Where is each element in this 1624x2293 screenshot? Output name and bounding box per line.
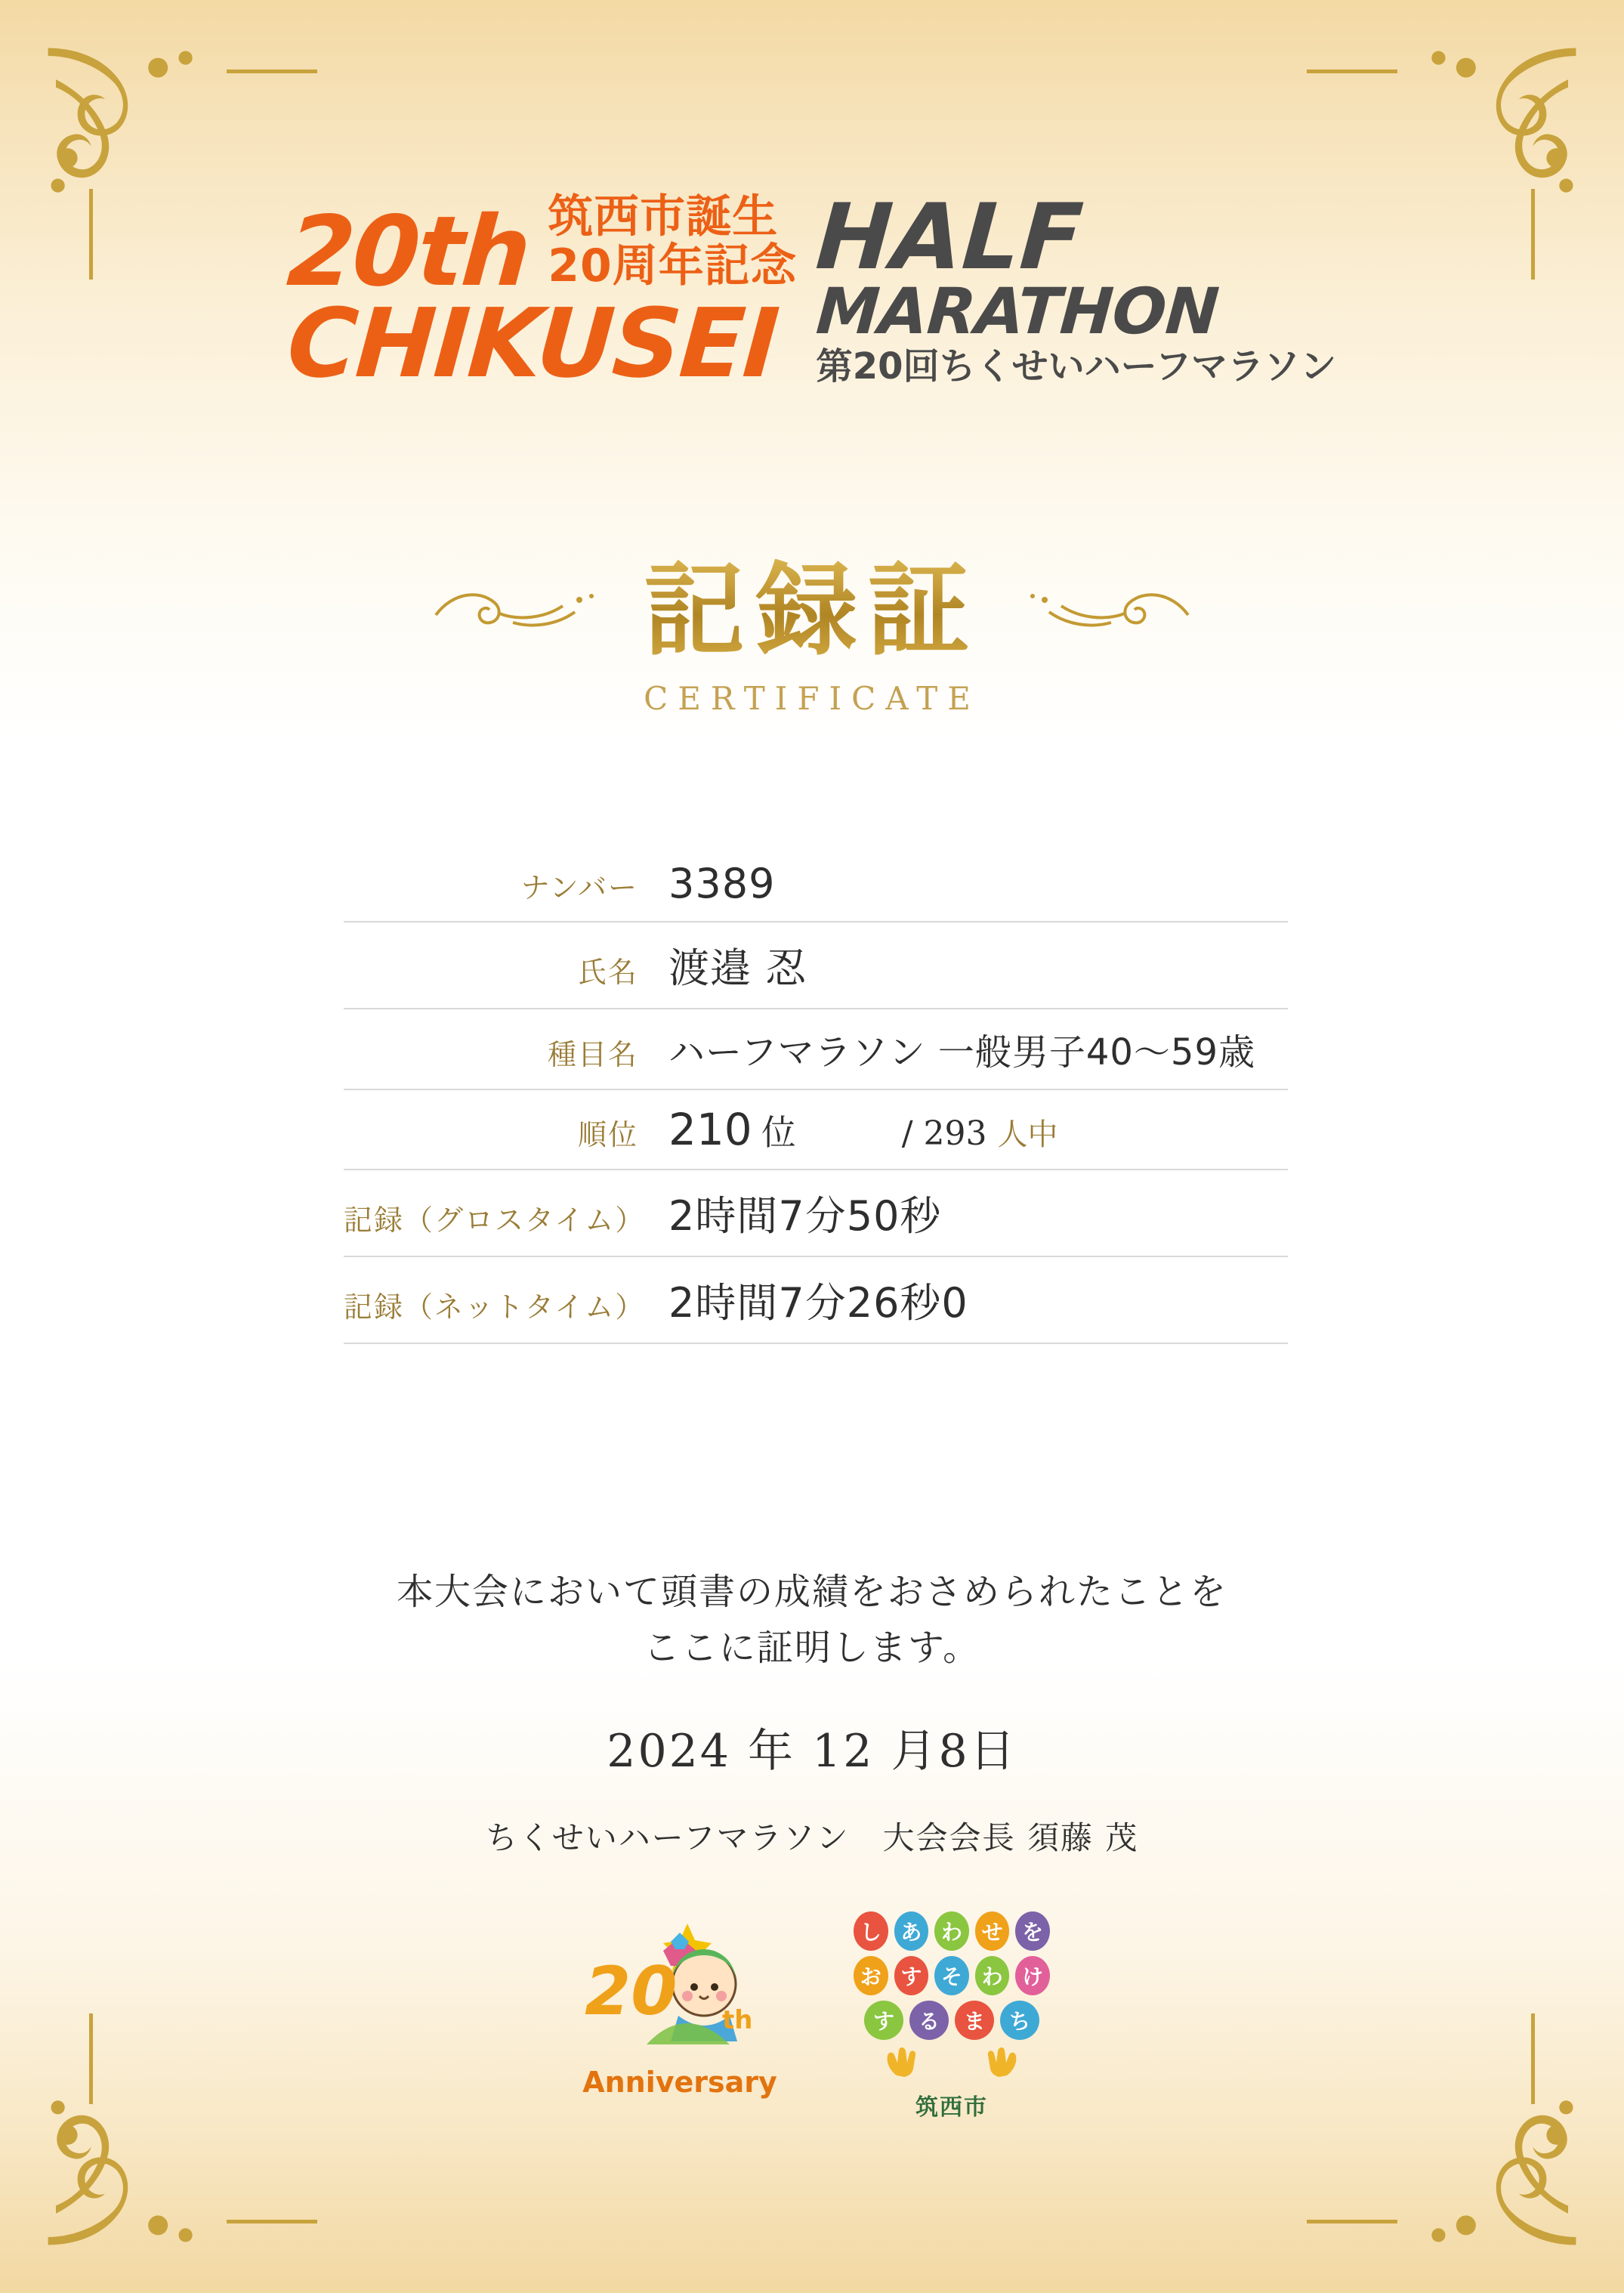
hands-icon bbox=[854, 2045, 1050, 2081]
city-chip: わ bbox=[934, 1911, 969, 1951]
rank-position: 210 bbox=[668, 1104, 752, 1155]
city-logo bbox=[854, 1911, 1050, 2121]
rank-total: / 293 bbox=[901, 1114, 987, 1153]
row-label-name: 氏名 bbox=[577, 956, 638, 989]
row-label-number: ナンバー bbox=[520, 871, 638, 904]
anniversary-suffix: th bbox=[722, 2005, 753, 2035]
table-row-gross-time bbox=[344, 1170, 1288, 1257]
result-table bbox=[344, 846, 1288, 1344]
city-logo-line-2 bbox=[854, 1956, 1050, 1995]
city-chip: ち bbox=[1000, 2001, 1039, 2040]
event-logo-right bbox=[812, 185, 1337, 388]
row-value-rank bbox=[668, 1104, 1058, 1155]
city-logo-line-3 bbox=[854, 2001, 1050, 2040]
certificate-title-block bbox=[0, 550, 1624, 717]
table-row-rank bbox=[344, 1090, 1288, 1170]
city-chip: け bbox=[1015, 1956, 1050, 1995]
row-value-category: ハーフマラソン 一般男子40〜59歳 bbox=[668, 1031, 1256, 1074]
ornament-bar-top-right bbox=[1307, 70, 1397, 73]
city-chip: を bbox=[1015, 1911, 1050, 1951]
table-row-name bbox=[344, 922, 1288, 1009]
footer-logos bbox=[0, 1911, 1624, 2121]
logo-anniversary-jp-line2: 20周年記念 bbox=[548, 239, 797, 292]
row-label-net-time: 記録（ネットタイム） bbox=[344, 1290, 646, 1324]
logo-event-name-jp: 第20回ちくせいハーフマラソン bbox=[816, 345, 1337, 388]
rank-total-unit: 人中 bbox=[997, 1117, 1058, 1152]
flourish-left-icon bbox=[430, 576, 604, 644]
logo-anniversary-jp-line1: 筑西市誕生 bbox=[548, 190, 779, 243]
event-logo-left bbox=[283, 190, 797, 399]
anniversary-number: 20 bbox=[585, 1952, 678, 2030]
city-chip: あ bbox=[894, 1911, 929, 1951]
city-chip: し bbox=[854, 1911, 888, 1951]
row-value-gross-time: 2時間7分50秒 bbox=[668, 1192, 942, 1240]
ornament-bar-bottom-right bbox=[1307, 2220, 1397, 2223]
rank-position-unit: 位 bbox=[761, 1112, 796, 1153]
anniversary-logo bbox=[574, 1911, 786, 2099]
issue-date: 2024 年 12 月8日 bbox=[607, 1725, 1017, 1778]
logo-marathon-text: MARATHON bbox=[814, 274, 1221, 348]
statement-line-1: 本大会において頭書の成績をおさめられたことを bbox=[396, 1571, 1227, 1613]
logo-chikusei-text: CHIKUSEI bbox=[283, 287, 781, 399]
city-chip: そ bbox=[934, 1956, 969, 1995]
city-chip: お bbox=[854, 1956, 888, 1995]
row-value-net-time: 2時間7分26秒0 bbox=[668, 1279, 968, 1327]
city-chip: す bbox=[864, 2001, 903, 2040]
page-title: 記録証 bbox=[644, 550, 980, 669]
city-chip: せ bbox=[975, 1911, 1010, 1951]
table-row-net-time bbox=[344, 1257, 1288, 1344]
city-name-label: 筑西市 bbox=[915, 2094, 988, 2121]
city-chip: ま bbox=[955, 2001, 994, 2040]
flourish-right-icon bbox=[1020, 576, 1194, 644]
logo-20th-text: 20th bbox=[283, 195, 533, 308]
certificate-statement bbox=[0, 1564, 1624, 1676]
row-label-gross-time: 記録（グロスタイム） bbox=[344, 1204, 646, 1237]
logo-half-text: HALF bbox=[812, 185, 1086, 290]
logo-anniversary-jp bbox=[548, 190, 797, 295]
city-logo-line-1 bbox=[854, 1911, 1050, 1951]
table-row-category bbox=[344, 1009, 1288, 1090]
table-row-number bbox=[344, 846, 1288, 922]
page-subtitle: CERTIFICATE bbox=[644, 680, 980, 717]
statement-line-2: ここに証明します。 bbox=[643, 1627, 981, 1670]
signature-line: ちくせいハーフマラソン 大会会長 須藤 茂 bbox=[485, 1819, 1139, 1856]
city-chip: す bbox=[894, 1956, 929, 1995]
city-chip: る bbox=[909, 2001, 949, 2040]
event-logo bbox=[0, 185, 1624, 399]
anniversary-word: Anniversary bbox=[582, 2066, 777, 2099]
row-value-name: 渡邉 忍 bbox=[668, 944, 807, 992]
city-chip: わ bbox=[975, 1956, 1010, 1995]
row-label-category: 種目名 bbox=[547, 1038, 638, 1071]
row-label-rank: 順位 bbox=[577, 1118, 638, 1151]
ornament-bar-bottom-left bbox=[227, 2220, 317, 2223]
ornament-bar-top-left bbox=[227, 70, 317, 73]
row-value-number: 3389 bbox=[668, 860, 776, 907]
